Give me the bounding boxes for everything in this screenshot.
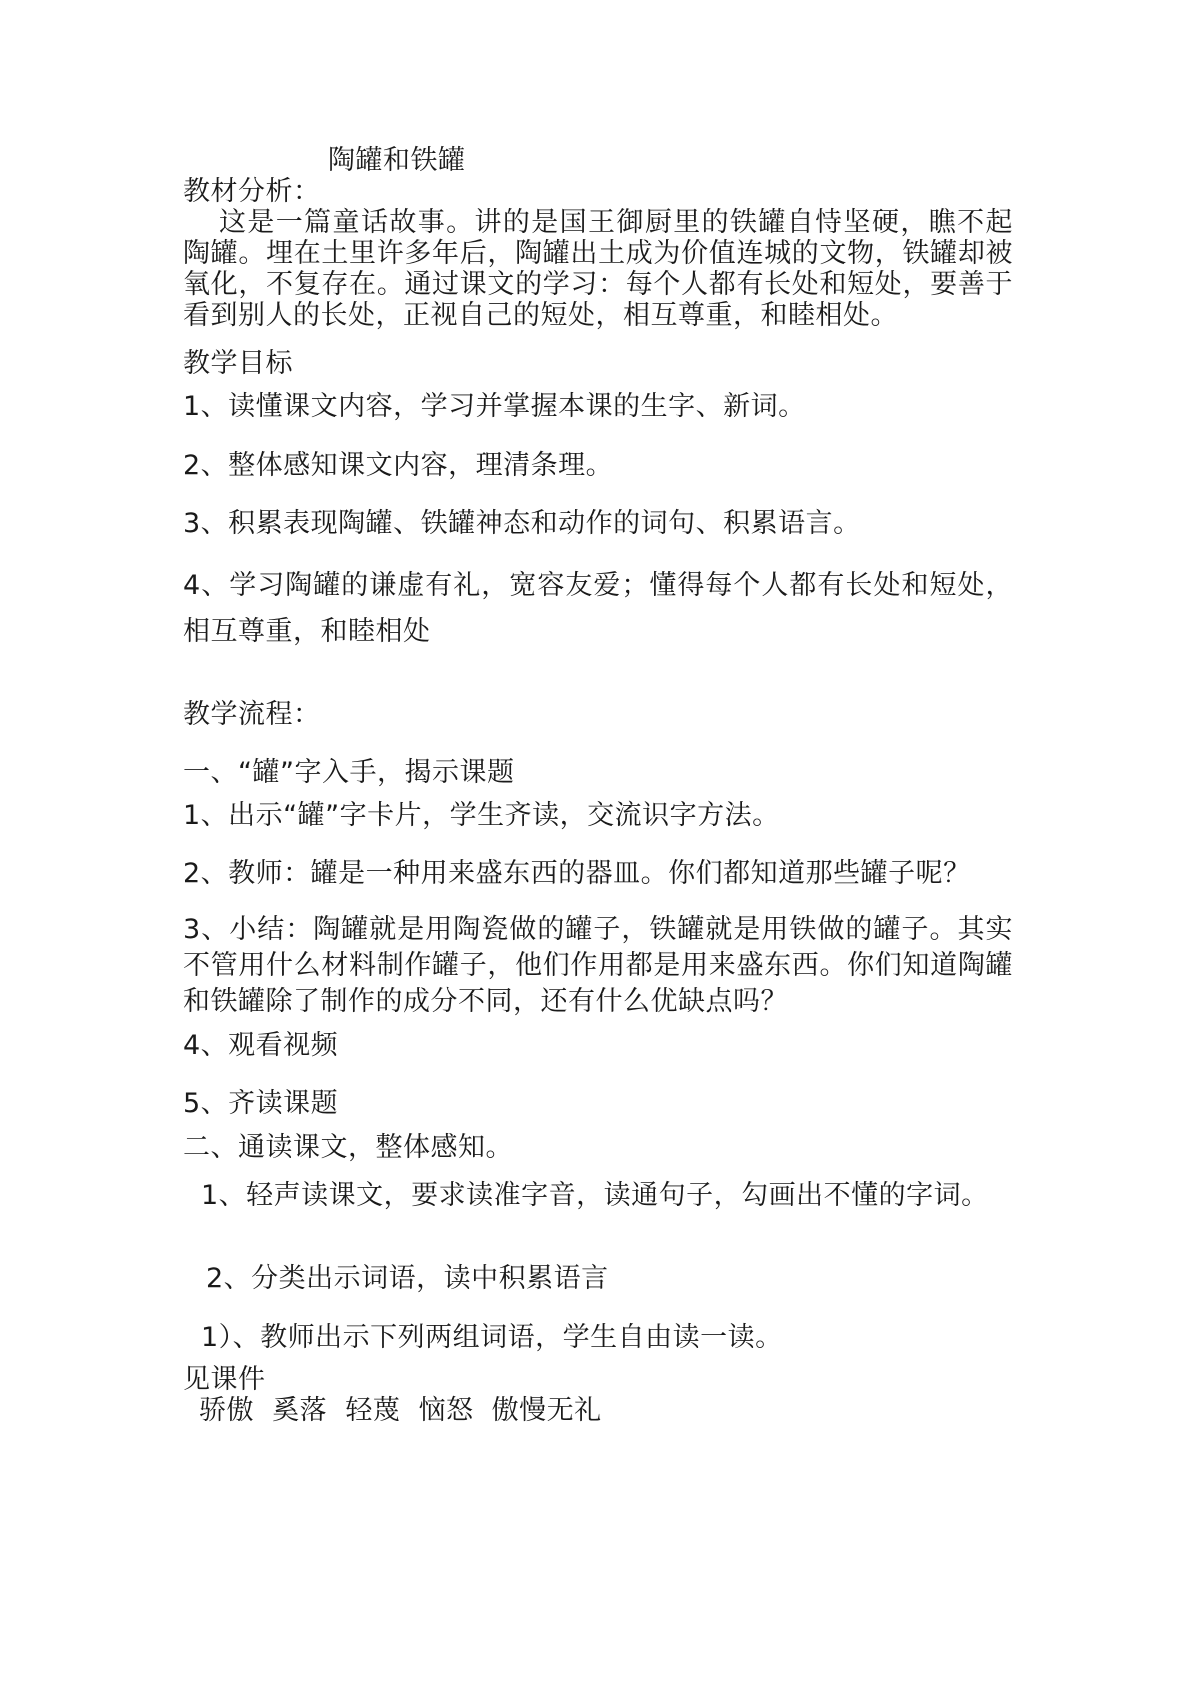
goal-item-3: 3、积累表现陶罐、铁罐神态和动作的词句、积累语言。 xyxy=(183,508,861,539)
goal-item-1: 1、读懂课文内容，学习并掌握本课的生字、新词。 xyxy=(183,391,806,422)
goals-heading: 教学目标 xyxy=(183,348,293,379)
section1-heading: 一、“罐”字入手，揭示课题 xyxy=(183,757,515,788)
goal-item-2: 2、整体感知课文内容，理清条理。 xyxy=(183,450,614,481)
section2-item-2: 2、分类出示词语，读中积累语言 xyxy=(206,1263,609,1294)
goal-item-4: 4、学习陶罐的谦虚有礼，宽容友爱；懂得每个人都有长处和短处，相互尊重，和睦相处 xyxy=(183,570,1013,647)
section1-item-1: 1、出示“罐”字卡片，学生齐读，交流识字方法。 xyxy=(183,800,780,831)
see-courseware: 见课件 xyxy=(183,1364,266,1395)
process-heading: 教学流程： xyxy=(183,699,321,730)
section2-heading: 二、通读课文，整体感知。 xyxy=(183,1132,513,1163)
section1-item-3: 3、小结：陶罐就是用陶瓷做的罐子，铁罐就是用铁做的罐子。其实不管用什么材料制作罐子，他们作用都是用来盛东西。你们知道陶罐和铁罐除了制作的成分不同，还有什么优缺点吗？ xyxy=(183,914,1013,1017)
section2-item-1: 1、轻声读课文，要求读准字音，读通句子，勾画出不懂的字词。 xyxy=(201,1180,989,1211)
section1-item-2: 2、教师：罐是一种用来盛东西的器皿。你们都知道那些罐子呢？ xyxy=(183,858,971,889)
section1-item-5: 5、齐读课题 xyxy=(183,1088,339,1119)
analysis-paragraph: 这是一篇童话故事。讲的是国王御厨里的铁罐自恃坚硬，瞧不起陶罐。埋在土里许多年后，陶罐出土成为价值连城的文物，铁罐却被氧化，不复存在。通过课文的学习：每个人都有长处和短处，要善于看到别人的长处，正视自己的短处，相互尊重，和睦相处。 xyxy=(183,207,1013,331)
section2-item-2-sub: 1）、教师出示下列两组词语，学生自由读一读。 xyxy=(201,1322,783,1353)
word-list: 骄傲 奚落 轻蔑 恼怒 傲慢无礼 xyxy=(199,1395,602,1426)
section1-item-4: 4、观看视频 xyxy=(183,1030,339,1061)
analysis-heading: 教材分析： xyxy=(183,176,321,207)
document-title: 陶罐和铁罐 xyxy=(328,145,466,176)
